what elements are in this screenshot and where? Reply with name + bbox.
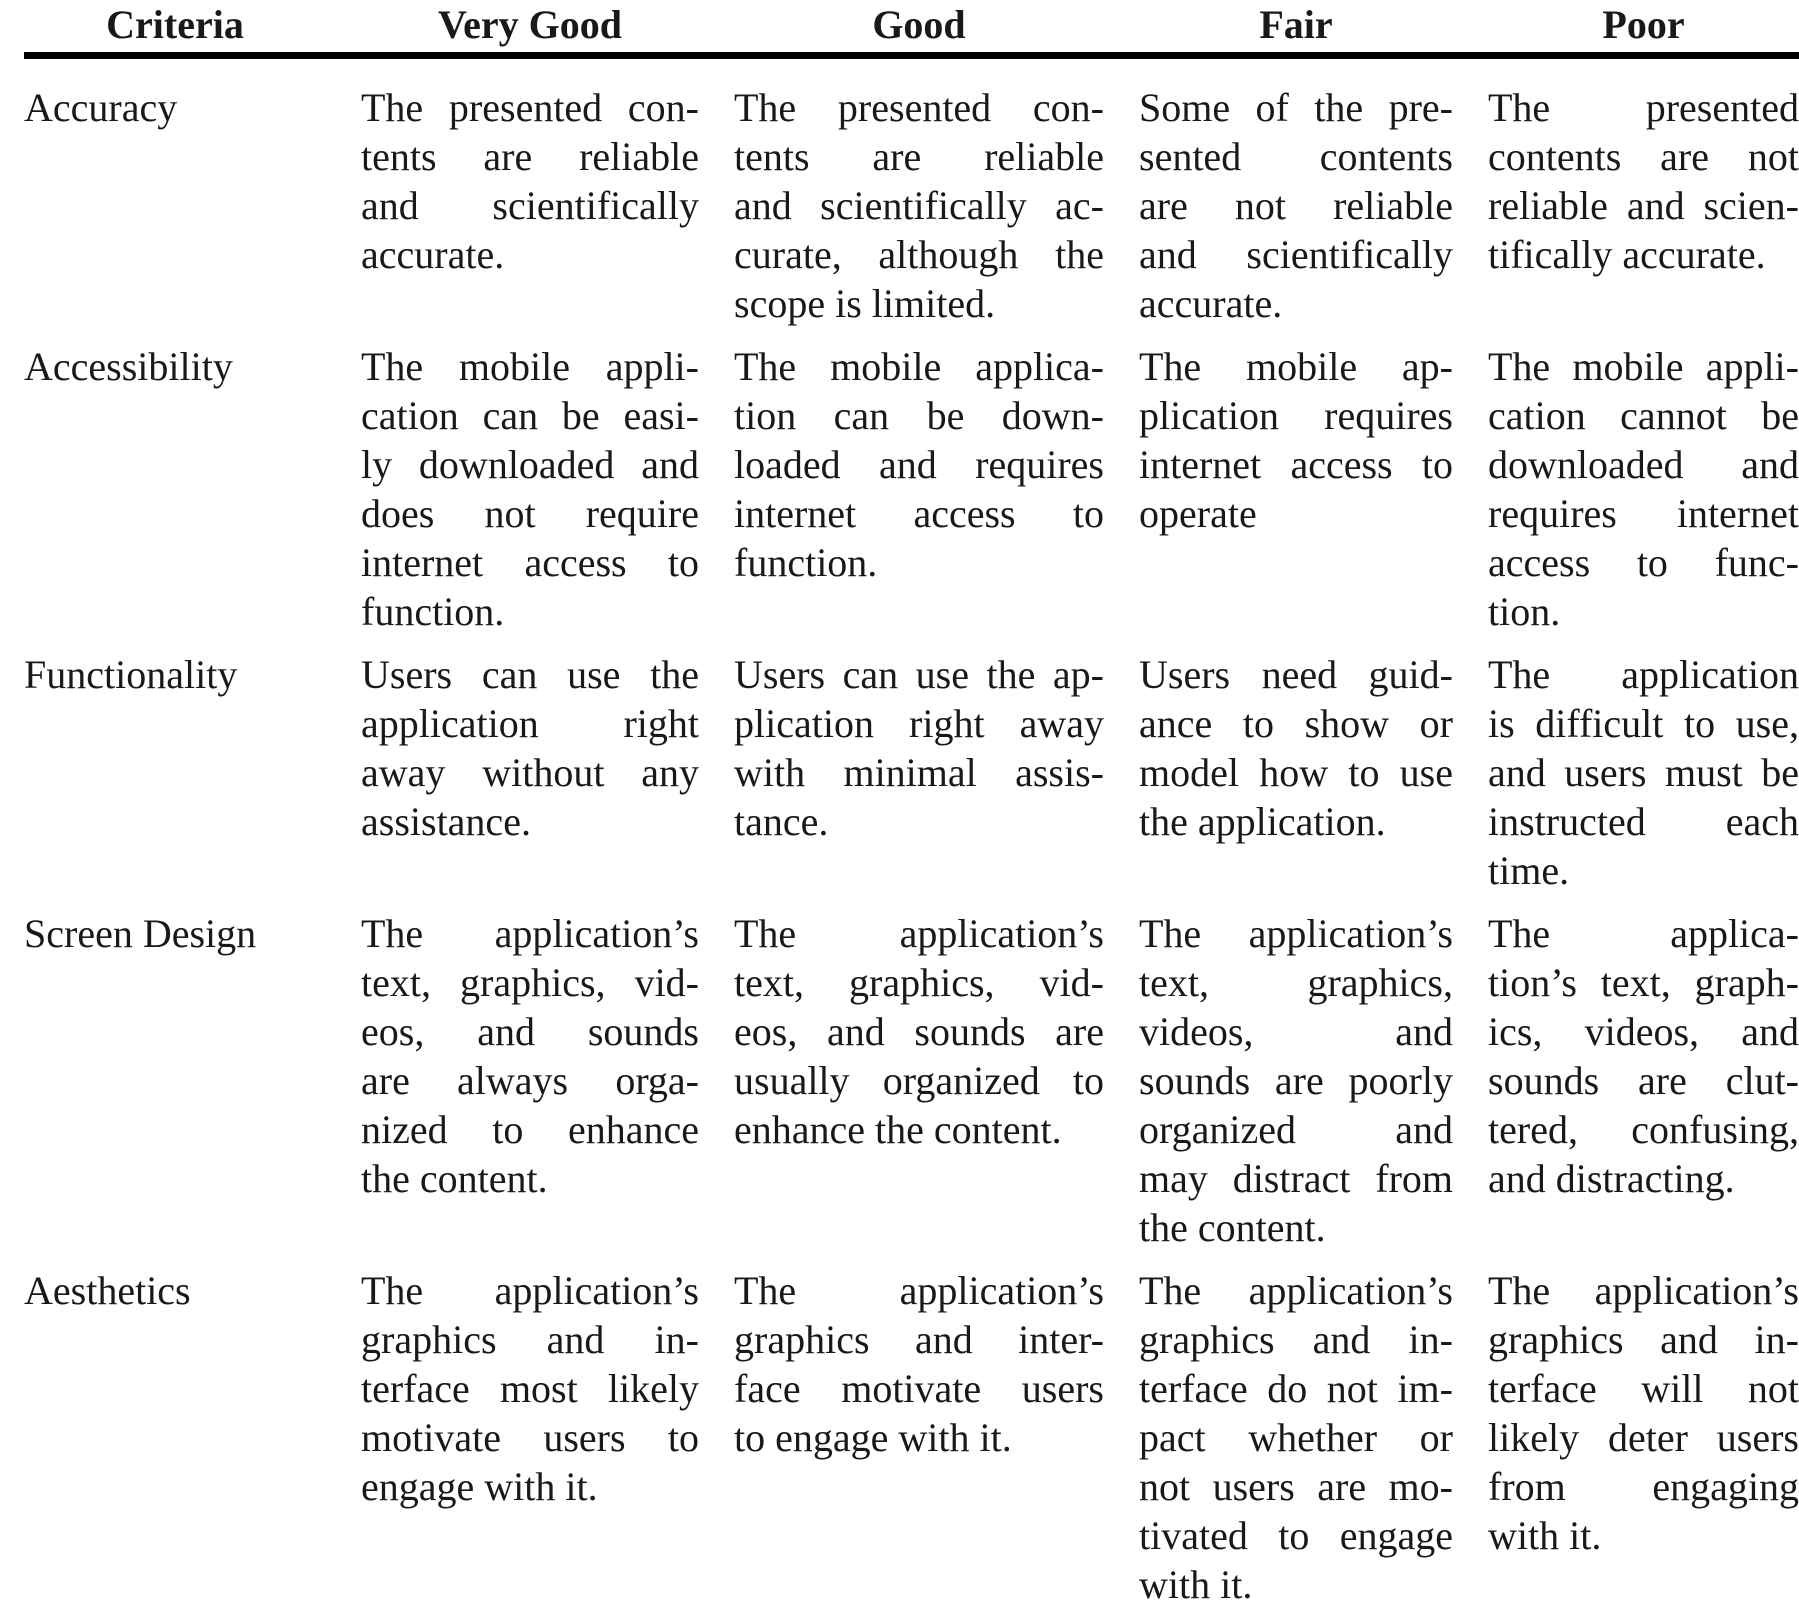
cell-screen-design-good: The application’s text, graphics, vid- eos, and sounds are usually organized to enhance the content.: [734, 911, 1104, 1152]
header-very-good: Very Good: [437, 2, 623, 47]
cell-accuracy-fair: Some of the pre- sented contents are not reliable and scientifically accurate.: [1139, 85, 1453, 326]
cell-functionality-fair: Users need guid- ance to show or model how to use the application.: [1139, 652, 1453, 844]
cell-accessibility-poor: The mobile appli- cation cannot be downloaded and requires internet access to func- tion.: [1488, 344, 1799, 634]
cell-accuracy-very-good: The presented con- tents are reliable and scientifically accurate.: [361, 85, 699, 277]
criterion-label: Screen Design: [24, 911, 257, 956]
criterion-label: Aesthetics: [24, 1268, 191, 1313]
table-row-accessibility: [24, 342, 1799, 636]
criterion-label: Accuracy: [24, 85, 178, 130]
cell-functionality-good: Users can use the ap- plication right away with minimal assis- tance.: [734, 652, 1104, 844]
table-row-accuracy: [24, 83, 1799, 328]
header-good: Good: [872, 2, 966, 47]
cell-accessibility-very-good: The mobile appli- cation can be easi- ly downloaded and does not require internet access to function.: [361, 344, 699, 634]
cell-screen-design-fair: The application’s text, graphics, videos, and sounds are poorly organized and may distract from the content.: [1139, 911, 1453, 1250]
table-body: [24, 59, 1799, 1609]
cell-functionality-poor: The application is difficult to use, and users must be instructed each time.: [1488, 652, 1799, 893]
cell-aesthetics-fair: The application’s graphics and in- terface do not im- pact whether or not users are mo- tivated to engage with it.: [1139, 1268, 1453, 1607]
cell-accessibility-fair: The mobile ap- plication requires internet access to operate: [1139, 344, 1453, 536]
table-row-functionality: [24, 650, 1799, 895]
cell-accessibility-good: The mobile applica- tion can be down- loaded and requires internet access to function.: [734, 344, 1104, 585]
table-row-screen-design: [24, 909, 1799, 1252]
header-fair: Fair: [1259, 2, 1333, 47]
criterion-label: Functionality: [24, 652, 238, 697]
cell-functionality-very-good: Users can use the application right away without any assistance.: [361, 652, 699, 844]
cell-screen-design-very-good: The application’s text, graphics, vid- eos, and sounds are always orga- nized to enhance the content.: [361, 911, 699, 1201]
cell-aesthetics-poor: The application’s graphics and in- terface will not likely deter users from engaging with it.: [1488, 1268, 1799, 1558]
cell-aesthetics-very-good: The application’s graphics and in- terface most likely motivate users to engage with it.: [361, 1268, 699, 1509]
header-poor: Poor: [1602, 2, 1685, 47]
cell-accuracy-good: The presented con- tents are reliable and scientifically ac- curate, although the scope is limited.: [734, 85, 1104, 326]
cell-accuracy-poor: The presented contents are not reliable and scien- tifically accurate.: [1488, 85, 1799, 277]
cell-screen-design-poor: The applica- tion’s text, graph- ics, videos, and sounds are clut- tered, confusing, and distracting.: [1488, 911, 1799, 1201]
table-row-aesthetics: [24, 1266, 1799, 1609]
header-criteria: Criteria: [106, 2, 244, 47]
table-header-row: [24, 0, 1799, 59]
criterion-label: Accessibility: [24, 344, 233, 389]
cell-aesthetics-good: The application’s graphics and inter- face motivate users to engage with it.: [734, 1268, 1104, 1460]
